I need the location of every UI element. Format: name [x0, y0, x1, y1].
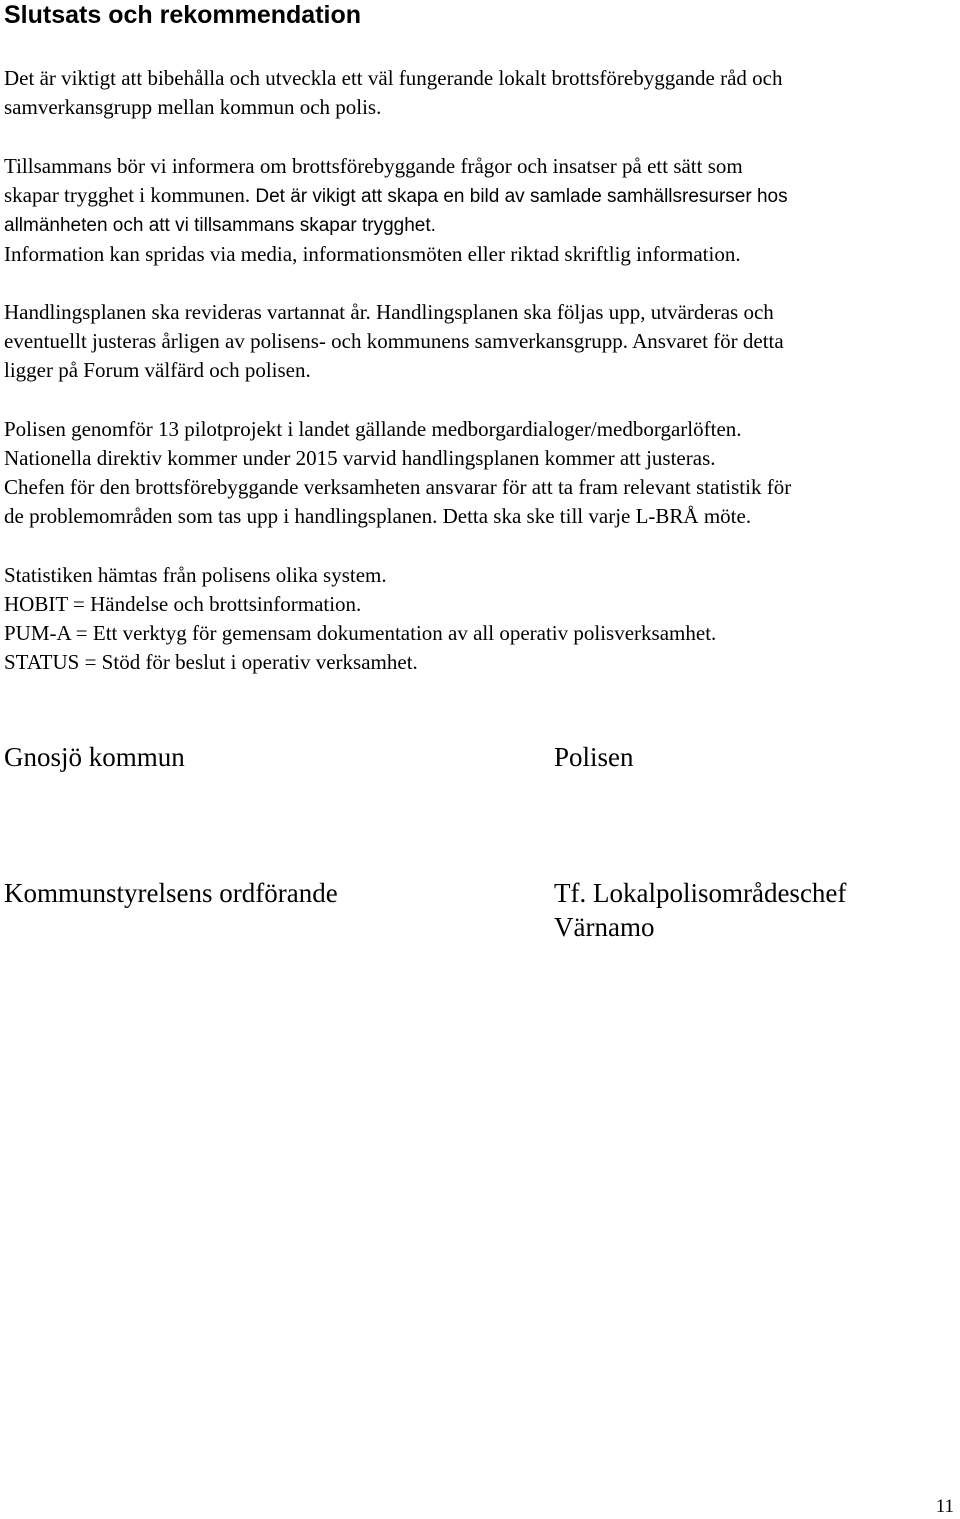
- signature-right-title: [554, 876, 846, 944]
- signature-right-title-line-1: Tf. Lokalpolisområdeschef: [554, 878, 847, 908]
- signature-left-title: Kommunstyrelsens ordförande: [4, 878, 338, 908]
- signature-right-title-line-2: Värnamo: [554, 912, 655, 942]
- p4-line-3: Chefen för den brottsförebyggande verksamheten ansvarar för att ta fram relevant statistik för: [4, 475, 792, 499]
- signature-right-org: Polisen: [554, 742, 634, 772]
- p5-line-3: PUM-A = Ett verktyg för gemensam dokumentation av all operativ polisverksamhet.: [4, 621, 717, 645]
- page-number: 11: [935, 1496, 954, 1517]
- paragraph-5: [4, 561, 954, 677]
- p2-line-4: Information kan spridas via media, informationsmöten eller riktad skriftlig information.: [4, 242, 741, 266]
- p4-line-1: Polisen genomför 13 pilotprojekt i landet gällande medborgardialoger/medborgarlöften.: [4, 417, 742, 441]
- p3-line-2: eventuellt justeras årligen av polisens- och kommunens samverkansgrupp. Ansvaret för detta: [4, 329, 784, 353]
- p1-line-2: samverkansgrupp mellan kommun och polis.: [4, 95, 382, 119]
- p2-line-1: Tillsammans bör vi informera om brottsförebyggande frågor och insatser på ett sätt som: [4, 154, 743, 178]
- p2-line-2b: Det är vikigt att skapa en bild av samlade samhällsresurser hos: [255, 186, 788, 207]
- paragraph-1: [4, 64, 954, 122]
- p3-line-3: ligger på Forum välfärd och polisen.: [4, 358, 311, 382]
- p2-line-3: allmänheten och att vi tillsammans skapar trygghet.: [4, 215, 436, 236]
- section-heading: Slutsats och rekommendation: [4, 1, 362, 29]
- paragraph-3: [4, 298, 954, 385]
- p5-line-1: Statistiken hämtas från polisens olika system.: [4, 563, 387, 587]
- p5-line-2: HOBIT = Händelse och brottsinformation.: [4, 592, 362, 616]
- p3-line-1: Handlingsplanen ska revideras vartannat år. Handlingsplanen ska följas upp, utvärderas och: [4, 300, 774, 324]
- p1-line-1: Det är viktigt att bibehålla och utveckla ett väl fungerande lokalt brottsförebyggande råd och: [4, 66, 783, 90]
- paragraph-2: [4, 152, 954, 269]
- paragraph-4: [4, 415, 954, 531]
- signature-left-org: Gnosjö kommun: [4, 742, 185, 772]
- p4-line-4: de problemområden som tas upp i handlingsplanen. Detta ska ske till varje L-BRÅ möte.: [4, 504, 752, 528]
- p4-line-2: Nationella direktiv kommer under 2015 varvid handlingsplanen kommer att justeras.: [4, 446, 716, 470]
- p5-line-4: STATUS = Stöd för beslut i operativ verksamhet.: [4, 650, 418, 674]
- p2-line-2a: skapar trygghet i kommunen.: [4, 183, 256, 207]
